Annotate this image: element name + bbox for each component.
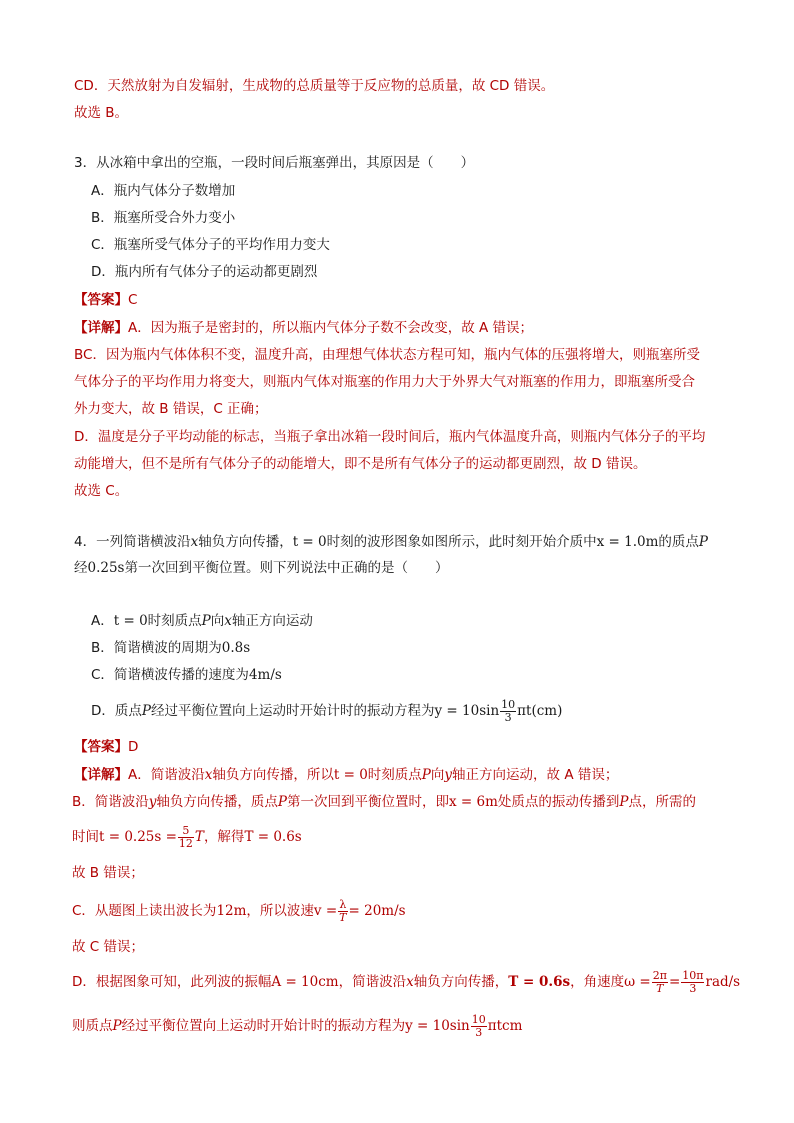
- numerator: 2π: [652, 968, 667, 982]
- math: πt(cm): [517, 703, 563, 719]
- text: 时刻质点: [147, 613, 202, 629]
- q4-option-b: [91, 638, 250, 658]
- fraction: [471, 1014, 487, 1039]
- math: 4m/s: [248, 667, 282, 683]
- text: C．从题图上读出波长为: [72, 903, 217, 919]
- text: 经过平衡位置向上运动时开始计时的振动方程为: [151, 703, 435, 719]
- math: πtcm: [487, 1018, 523, 1034]
- math: y = 10sin: [434, 703, 500, 719]
- text: 轴正方向运动，故 A 错误；: [452, 767, 619, 783]
- q4-detail-8: [72, 1012, 522, 1040]
- math: x = 6m: [449, 794, 498, 810]
- denominator: 3: [504, 710, 512, 724]
- math: P: [141, 703, 151, 719]
- numerator: 10π: [682, 968, 704, 982]
- denominator: 12: [178, 836, 193, 850]
- numerator: 10: [471, 1012, 486, 1026]
- numerator: 5: [178, 825, 194, 838]
- math: y = 10sin: [405, 1018, 470, 1034]
- math: x: [190, 534, 199, 550]
- text: 第一次回到平衡位置。则下列说法中正确的是（ ）: [124, 560, 449, 576]
- text: ，所以波速: [246, 903, 314, 919]
- fraction: [178, 825, 194, 850]
- q3-detail-1: [74, 318, 533, 338]
- math: T = 0.6s: [244, 829, 302, 845]
- text: 时刻的波形图象如图所示，此时刻开始介质中: [326, 534, 597, 550]
- detail-label: 【详解】: [74, 767, 128, 783]
- q4-stem-2: [74, 558, 449, 578]
- math: rad/s: [705, 974, 741, 990]
- text: 向: [210, 613, 225, 629]
- q3-selection: 故选 C。: [74, 483, 129, 499]
- math: y: [444, 767, 453, 783]
- text: 则质点: [72, 1018, 113, 1034]
- math: 0.25s: [87, 560, 125, 576]
- denominator: 3: [475, 1025, 483, 1039]
- text: A．: [91, 613, 114, 629]
- math: x: [224, 613, 232, 629]
- math: t = 0.25s =: [99, 829, 177, 845]
- text: ，角速度: [570, 974, 625, 990]
- math: t = 0: [292, 534, 327, 550]
- text: 轴负方向传播，质点: [156, 794, 278, 810]
- math: v =: [313, 903, 338, 919]
- text: ，简谐波沿: [338, 974, 407, 990]
- q4-detail-1: [74, 765, 618, 785]
- prev-answer-cd: CD．天然放射为自发辐射，生成物的总质量等于反应物的总质量，故 CD 错误。: [74, 78, 555, 94]
- q3-option-d: D．瓶内所有气体分子的运动都更剧烈: [91, 264, 318, 280]
- q3-detail-5: D．温度是分子平均动能的标志，当瓶子拿出冰箱一段时间后，瓶内气体温度升高，则瓶内气体分子的平均: [74, 429, 706, 445]
- denominator: 3: [689, 981, 697, 995]
- q4-detail-5: [72, 897, 406, 925]
- numerator: 10: [501, 697, 516, 711]
- q3-stem: 3．从冰箱中拿出的空瓶，一段时间后瓶塞弹出，其原因是（ ）: [74, 155, 475, 171]
- q3-option-a: A．瓶内气体分子数增加: [91, 183, 236, 199]
- text: B．简谐横波的周期为: [91, 640, 222, 656]
- math: t = 0: [113, 613, 148, 629]
- q4-detail-7: [72, 968, 740, 996]
- math: y: [148, 794, 157, 810]
- text: A．简谐波沿: [128, 767, 205, 783]
- q3-answer: [74, 290, 137, 310]
- q3-detail-4: 外力变大，故 B 错误，C 正确；: [74, 401, 268, 417]
- q4-answer: [74, 737, 138, 757]
- q3-detail-3: 气体分子的平均作用力将变大，则瓶内气体对瓶塞的作用力大于外界大气对瓶塞的作用力，即瓶塞所受合: [74, 374, 695, 390]
- math: A = 10cm: [271, 974, 339, 990]
- text: ，解得: [203, 829, 245, 845]
- text: 轴负方向传播，: [413, 974, 509, 990]
- fraction: [681, 970, 704, 995]
- denominator: T: [339, 910, 347, 924]
- q4-option-c: [91, 665, 282, 685]
- math: t = 0: [333, 767, 368, 783]
- math: P: [619, 794, 629, 810]
- answer-label: 【答案】: [74, 739, 128, 755]
- text: 轴负方向传播，: [198, 534, 293, 550]
- detail-label: 【详解】: [74, 320, 128, 336]
- q4-detail-6: 故 C 错误；: [72, 939, 145, 955]
- q3-option-b: B．瓶塞所受合外力变小: [91, 210, 236, 226]
- fraction: [652, 970, 668, 995]
- answer-value: C: [128, 292, 138, 308]
- math: = 20m/s: [348, 903, 406, 919]
- text: 向: [430, 767, 445, 783]
- text: 轴正方向运动: [231, 613, 313, 629]
- q4-option-d: [91, 697, 562, 725]
- q4-stem-1: [74, 532, 708, 552]
- text: 的质点: [658, 534, 699, 550]
- math: T = 0.6s: [508, 974, 571, 990]
- text: 经: [74, 560, 88, 576]
- q3-detail-2: BC．因为瓶内气体体积不变，温度升高，由理想气体状态方程可知，瓶内气体的压强将增大，则瓶塞所受: [74, 347, 700, 363]
- text: C．简谐横波传播的速度为: [91, 667, 249, 683]
- answer-value: D: [128, 739, 139, 755]
- text: 第一次回到平衡位置时，即: [287, 794, 449, 810]
- text: 处质点的振动传播到: [497, 794, 620, 810]
- fraction: [500, 699, 516, 724]
- text: 时刻质点: [367, 767, 422, 783]
- q3-detail-6: 动能增大，但不是所有气体分子的动能增大，即不是所有气体分子的运动都更剧烈，故 D 错误。: [74, 456, 647, 472]
- math: 12m: [216, 903, 247, 919]
- math: T: [194, 829, 204, 845]
- denominator: T: [656, 981, 664, 995]
- math: 0.8s: [221, 640, 251, 656]
- q4-detail-3: [72, 823, 302, 851]
- text: D．质点: [91, 703, 142, 719]
- math: x: [406, 974, 414, 990]
- fraction: [338, 899, 347, 924]
- q4-detail-2: [72, 792, 696, 812]
- q4-detail-4: 故 B 错误；: [72, 865, 144, 881]
- math: P: [277, 794, 287, 810]
- math: =: [668, 974, 681, 990]
- text: D．根据图象可知，此列波的振幅: [72, 974, 272, 990]
- q4-option-a: [91, 611, 313, 631]
- text: 4．一列简谐横波沿: [74, 534, 191, 550]
- numerator: λ: [339, 897, 347, 911]
- text: 点，所需的: [628, 794, 696, 810]
- math: P: [421, 767, 431, 783]
- text: 轴负方向传播，所以: [212, 767, 334, 783]
- math: P: [201, 613, 211, 629]
- math: x: [204, 767, 213, 783]
- math: ω =: [624, 974, 651, 990]
- text: 时间: [72, 829, 99, 845]
- text: 经过平衡位置向上运动时开始计时的振动方程为: [121, 1018, 406, 1034]
- detail-text: A．因为瓶子是密封的，所以瓶内气体分子数不会改变，故 A 错误；: [128, 320, 534, 336]
- math: x = 1.0m: [596, 534, 659, 550]
- math: P: [112, 1018, 122, 1034]
- math: P: [698, 534, 709, 550]
- q3-option-c: C．瓶塞所受气体分子的平均作用力变大: [91, 237, 330, 253]
- text: B．简谐波沿: [72, 794, 149, 810]
- prev-selection: 故选 B。: [74, 105, 129, 121]
- answer-label: 【答案】: [74, 292, 128, 308]
